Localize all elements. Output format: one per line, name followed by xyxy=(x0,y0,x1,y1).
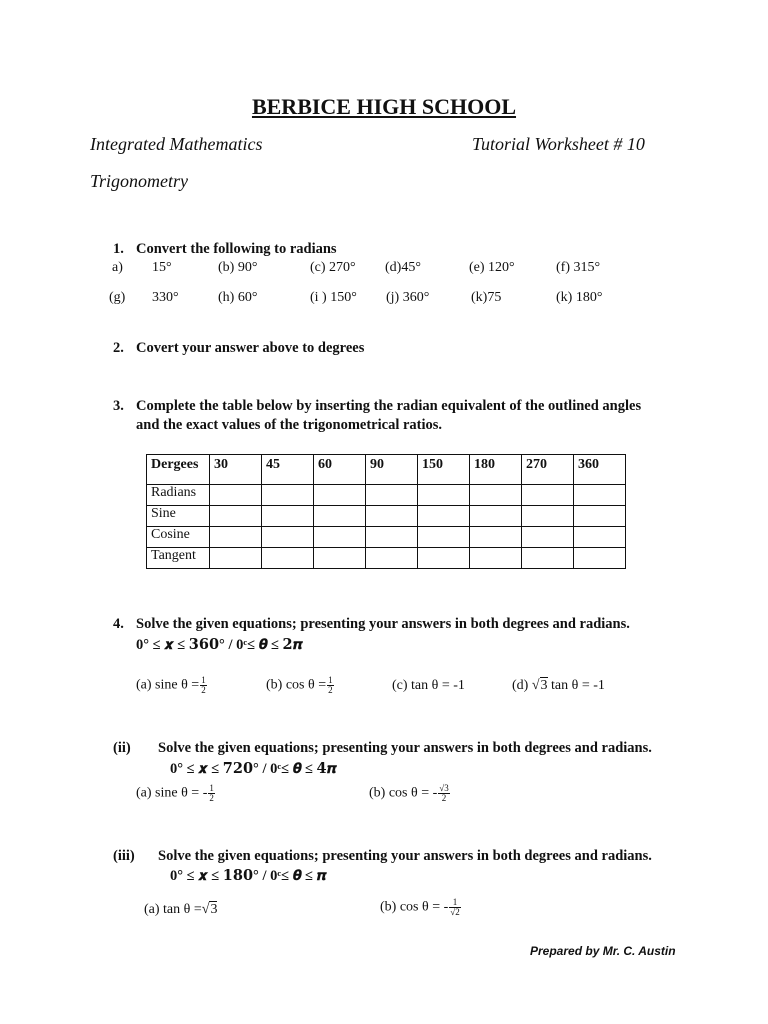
table-row-label: Radians xyxy=(147,485,210,506)
table-row xyxy=(147,506,626,527)
q4-part-b xyxy=(266,676,335,695)
fraction-denominator: 2 xyxy=(201,685,206,695)
table-cell[interactable] xyxy=(470,527,522,548)
q3-text-line2: and the exact values of the trigonometrical ratios. xyxy=(136,417,443,433)
qii-a-label: (a) sine θ = - xyxy=(136,785,208,801)
school-title: BERBICE HIGH SCHOOL xyxy=(251,94,517,119)
q1-item: (i ) 150° xyxy=(310,290,357,305)
table-cell[interactable] xyxy=(470,485,522,506)
qiii-text: Solve the given equations; presenting your answers in both degrees and radians. xyxy=(158,848,652,864)
sqrt-sign: √ xyxy=(201,902,210,917)
q1-item: (k)75 xyxy=(471,290,502,305)
q1-item: a) xyxy=(112,260,123,275)
conversion-table xyxy=(146,454,626,569)
author-credit: Prepared by Mr. C. Austin xyxy=(530,944,676,958)
table-cell[interactable] xyxy=(262,548,314,569)
sqrt-sign: √ xyxy=(531,678,540,693)
q3-text-line1: Complete the table below by inserting the radian equivalent of the outlined angles xyxy=(136,398,642,414)
table-row-label: Cosine xyxy=(147,527,210,548)
q4-number: 4. xyxy=(113,616,124,632)
q2-number: 2. xyxy=(113,340,124,356)
table-cell[interactable] xyxy=(210,506,262,527)
table-cell[interactable] xyxy=(314,527,366,548)
fraction xyxy=(438,784,449,803)
fraction-numerator: 1 xyxy=(449,898,460,908)
q4-d-equation: tan θ = -1 xyxy=(551,678,605,693)
qii-b-label: (b) cos θ = - xyxy=(369,785,438,801)
table-cell[interactable] xyxy=(574,548,626,569)
subject-label: Integrated Mathematics xyxy=(90,134,263,154)
table-cell[interactable] xyxy=(314,548,366,569)
q1-item: (g) xyxy=(109,290,126,305)
table-cell[interactable] xyxy=(574,485,626,506)
q4-d-label: (d) xyxy=(512,678,529,693)
q4-range: 0° ≤ 𝒙 ≤ 𝟑𝟔𝟎° / 0ᶜ≤ 𝜽 ≤ 𝟐𝝅 xyxy=(136,637,303,653)
table-row xyxy=(147,548,626,569)
q4-part-a xyxy=(136,676,208,695)
fraction xyxy=(327,676,334,695)
table-cell: 270 xyxy=(522,455,574,485)
table-cell: 360 xyxy=(574,455,626,485)
table-cell[interactable] xyxy=(470,506,522,527)
table-cell[interactable] xyxy=(366,548,418,569)
table-header-row xyxy=(147,455,626,485)
table-cell: 60 xyxy=(314,455,366,485)
fraction-denominator: √2 xyxy=(450,907,460,917)
qii-text: Solve the given equations; presenting your answers in both degrees and radians. xyxy=(158,740,652,756)
q1-item: (b) 90° xyxy=(218,260,258,275)
q2-text: Covert your answer above to degrees xyxy=(136,340,365,356)
fraction xyxy=(449,898,460,917)
table-cell[interactable] xyxy=(314,485,366,506)
q1-item: (f) 315° xyxy=(556,260,601,275)
table-cell[interactable] xyxy=(418,506,470,527)
table-cell[interactable] xyxy=(522,548,574,569)
q1-item: 15° xyxy=(152,260,172,275)
fraction-numerator: 1 xyxy=(209,783,214,793)
table-cell: 180 xyxy=(470,455,522,485)
q1-item: (c) 270° xyxy=(310,260,356,275)
q1-number: 1. xyxy=(113,241,124,257)
table-cell[interactable] xyxy=(470,548,522,569)
table-cell: 45 xyxy=(262,455,314,485)
table-cell[interactable] xyxy=(522,485,574,506)
table-cell[interactable] xyxy=(574,506,626,527)
table-row-label: Tangent xyxy=(147,548,210,569)
fraction xyxy=(200,676,207,695)
table-cell[interactable] xyxy=(366,485,418,506)
table-cell[interactable] xyxy=(314,506,366,527)
q1-item: (h) 60° xyxy=(218,290,258,305)
q4-text: Solve the given equations; presenting your answers in both degrees and radians. xyxy=(136,616,630,632)
table-cell[interactable] xyxy=(262,527,314,548)
q1-item: (e) 120° xyxy=(469,260,515,275)
qii-number: (ii) xyxy=(113,740,131,756)
q3-number: 3. xyxy=(113,398,124,414)
q1-text: Convert the following to radians xyxy=(136,241,337,257)
fraction-numerator: 1 xyxy=(328,675,333,685)
sqrt-radicand: 3 xyxy=(540,678,548,693)
table-cell: 90 xyxy=(366,455,418,485)
table-cell[interactable] xyxy=(262,485,314,506)
table-row xyxy=(147,485,626,506)
q4-part-c: (c) tan θ = -1 xyxy=(392,678,465,693)
table-cell: 30 xyxy=(210,455,262,485)
q1-item: (k) 180° xyxy=(556,290,603,305)
qiii-number: (iii) xyxy=(113,848,135,864)
fraction-numerator: √3 xyxy=(439,783,449,793)
worksheet-label: Tutorial Worksheet # 10 xyxy=(472,134,645,154)
table-cell[interactable] xyxy=(522,506,574,527)
table-cell[interactable] xyxy=(210,527,262,548)
table-row xyxy=(147,527,626,548)
sqrt-radicand: 3 xyxy=(210,902,218,917)
table-cell[interactable] xyxy=(262,506,314,527)
table-cell[interactable] xyxy=(522,527,574,548)
fraction-numerator: 1 xyxy=(201,675,206,685)
table-row-label: Sine xyxy=(147,506,210,527)
table-cell[interactable] xyxy=(418,527,470,548)
fraction-denominator: 2 xyxy=(441,793,447,803)
table-cell[interactable] xyxy=(210,485,262,506)
table-cell[interactable] xyxy=(366,527,418,548)
table-cell[interactable] xyxy=(574,527,626,548)
qii-part-a xyxy=(136,784,216,803)
q1-item: (d)45° xyxy=(385,260,421,275)
table-cell[interactable] xyxy=(210,548,262,569)
qii-part-b xyxy=(369,784,451,803)
fraction xyxy=(208,784,215,803)
qiii-a-label: (a) tan θ = xyxy=(144,902,202,917)
table-cell[interactable] xyxy=(418,485,470,506)
q1-item: 330° xyxy=(152,290,179,305)
fraction-denominator: 2 xyxy=(209,793,214,803)
qiii-part-b xyxy=(380,898,462,917)
q4-a-label: (a) sine θ = xyxy=(136,677,200,693)
table-cell[interactable] xyxy=(418,548,470,569)
table-cell[interactable] xyxy=(366,506,418,527)
qiii-b-label: (b) cos θ = - xyxy=(380,899,449,915)
table-cell: 150 xyxy=(418,455,470,485)
table-cell: Dergees xyxy=(147,455,210,485)
qii-range: 0° ≤ 𝒙 ≤ 𝟕𝟐𝟎° / 0ᶜ≤ 𝜽 ≤ 𝟒𝝅 xyxy=(170,761,337,777)
q4-part-d xyxy=(512,678,605,694)
qiii-part-a xyxy=(144,902,217,918)
q4-b-label: (b) cos θ = xyxy=(266,677,327,693)
fraction-denominator: 2 xyxy=(328,685,333,695)
qiii-range: 0° ≤ 𝒙 ≤ 𝟏𝟖𝟎° / 0ᶜ≤ 𝜽 ≤ 𝝅 xyxy=(170,868,327,884)
topic-label: Trigonometry xyxy=(90,171,189,191)
q1-item: (j) 360° xyxy=(386,290,430,305)
